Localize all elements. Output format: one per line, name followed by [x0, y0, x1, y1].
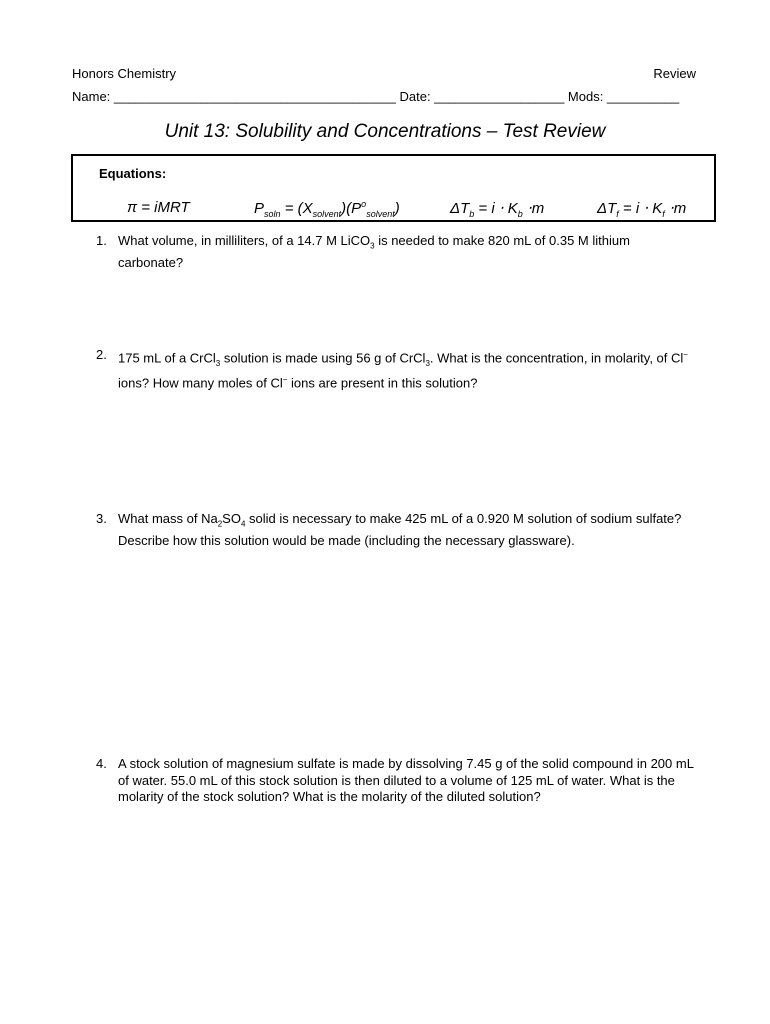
q2-text-c: . What is the concentration, in molarity, of Cl	[429, 350, 684, 366]
raoult-close: )	[394, 200, 400, 217]
question-text: A stock solution of magnesium sulfate is made by dissolving 7.45 g of the solid compound in 200 mL of water. 55.0 mL of this stock solution is then diluted to a volume of 125 mL of water. What is the molarity of the stock solution? What is the molarity of the diluted solution?	[118, 756, 694, 804]
raoult-p: P	[254, 200, 265, 217]
question-1	[96, 233, 696, 272]
bp-lhs: ΔT	[450, 200, 470, 217]
question-number: 3.	[96, 511, 107, 526]
fp-end: ⋅m	[664, 200, 687, 217]
course-name: Honors Chemistry	[72, 66, 177, 81]
q3-text-a: What mass of Na	[118, 511, 218, 526]
fp-lhs: ΔT	[597, 200, 617, 217]
q2-sub-3b: 3	[425, 358, 430, 368]
q2-text-e: ions are present in this solution?	[287, 375, 478, 391]
bp-lhs-sub: b	[469, 209, 475, 219]
q3-text-c: solid is necessary to make 425 mL of a 0.920 M solution of sodium sulfate? Describe how this solution would be made (including the necessary glassware).	[118, 511, 682, 549]
q3-text-b: SO	[222, 511, 241, 526]
q2-sup-minus-b: −	[282, 375, 288, 385]
q2-text-b: solution is made using 56 g of CrCl	[220, 350, 426, 366]
fp-lhs-sub: f	[616, 209, 619, 219]
document-type: Review	[653, 66, 696, 81]
q2-sup-minus-a: −	[683, 350, 688, 359]
fp-mid: = i ⋅ K	[618, 200, 663, 217]
raoult-degree: o	[361, 199, 367, 209]
q3-sub-2: 2	[217, 519, 223, 529]
question-3	[96, 511, 696, 550]
question-text	[118, 511, 696, 550]
question-2	[96, 347, 696, 392]
question-number: 1.	[96, 233, 107, 248]
q2-text-d: ions? How many moles of Cl	[118, 375, 283, 391]
bp-end: ⋅m	[522, 200, 545, 217]
raoult-p-sub: soln	[264, 209, 281, 219]
q2-text-a: 175 mL of a CrCl	[118, 350, 216, 366]
boiling-point-equation	[450, 199, 544, 219]
question-number: 4.	[96, 756, 107, 771]
page-title: Unit 13: Solubility and Concentrations – Test Review	[164, 121, 606, 142]
freezing-point-equation	[597, 199, 686, 219]
question-4	[96, 756, 696, 806]
equations-label: Equations:	[99, 166, 167, 181]
q3-sub-4: 4	[240, 519, 246, 529]
q1-text-a: What volume, in milliliters, of a 14.7 M LiCO	[118, 233, 371, 248]
bp-mid: = i ⋅ K	[474, 200, 518, 217]
q2-sub-3a: 3	[215, 358, 221, 368]
raoult-mid: )(P	[341, 200, 362, 217]
bp-k-sub: b	[517, 209, 523, 219]
question-text	[118, 347, 696, 392]
fp-k-sub: f	[662, 209, 665, 219]
q1-sub-3: 3	[370, 241, 375, 251]
raoult-law-equation	[254, 199, 400, 219]
name-date-mods-line: Name: _______________________________________ Date: __________________ Mods: __________	[72, 89, 680, 104]
raoult-p2-sub: solvent	[366, 209, 395, 219]
question-text	[118, 233, 696, 272]
raoult-x-sub: solvent	[312, 209, 342, 219]
osmotic-pressure-equation: π = iMRT	[127, 199, 190, 216]
q1-text-b: is needed to make 820 mL of 0.35 M lithium carbonate?	[118, 233, 630, 271]
question-number: 2.	[96, 347, 107, 362]
raoult-eq: = (X	[280, 200, 313, 217]
